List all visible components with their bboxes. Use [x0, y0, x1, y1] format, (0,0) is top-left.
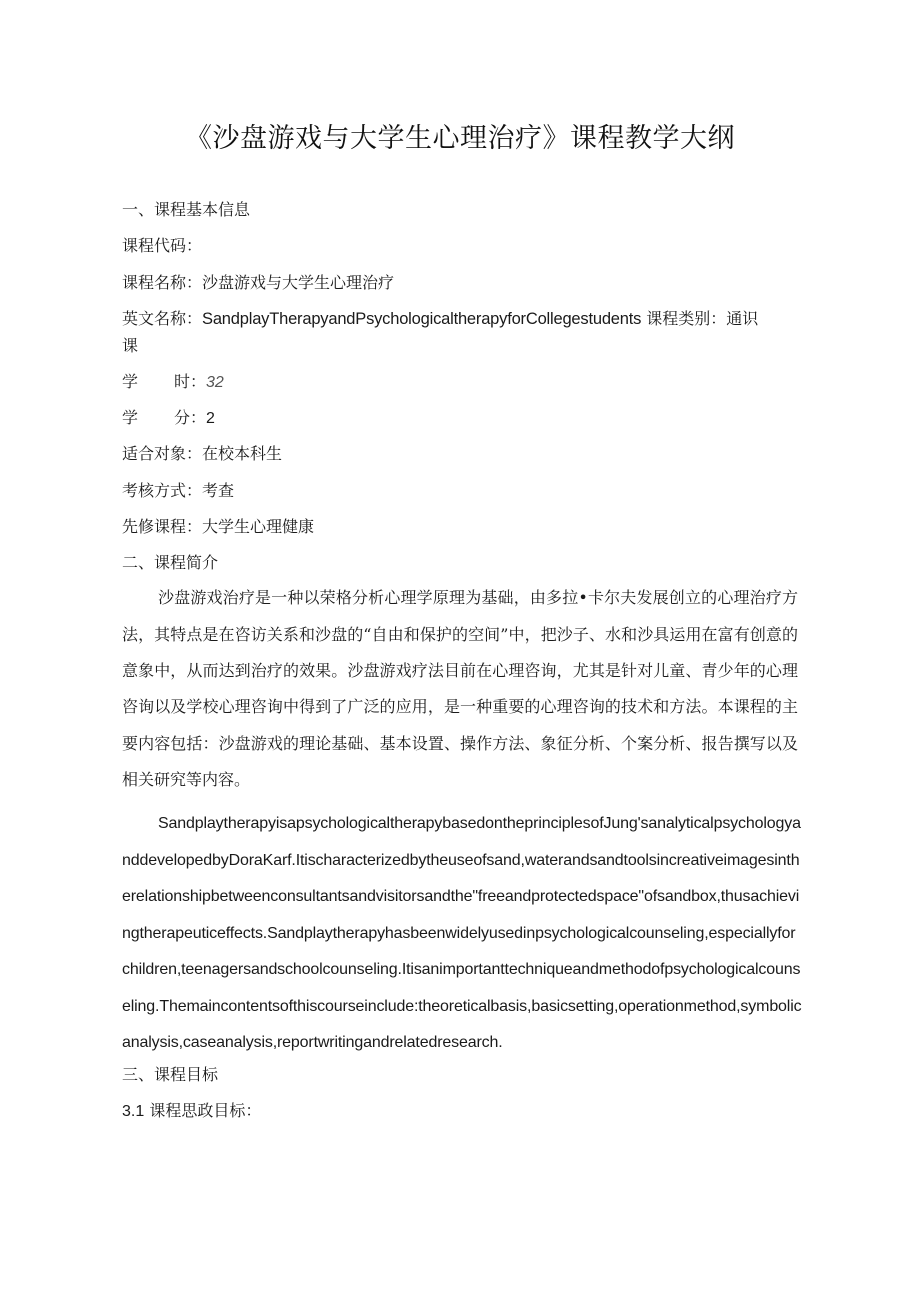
course-category-value: 通识 — [726, 308, 759, 328]
english-name-value: SandplayTherapyandPsychologicaltherapyforCollegestudents — [202, 309, 642, 328]
document-body — [122, 197, 802, 1134]
course-name-row — [122, 270, 802, 306]
course-name-label: 课程名称： — [122, 272, 203, 292]
course-name-value: 沙盘游戏与大学生心理治疗 — [202, 272, 395, 292]
prerequisite-value: 大学生心理健康 — [202, 517, 315, 537]
section-heading-basic-info: 一、课程基本信息 — [122, 200, 251, 219]
course-category-label: 课程类别： — [646, 308, 727, 328]
course-credit-label-b: 分： — [174, 408, 207, 428]
assessment-row — [122, 478, 802, 514]
intro-paragraph-cn: 沙盘游戏治疗是一种以荣格分析心理学原理为基础，由多拉•卡尔夫发展创立的心理治疗方法，其特点是在咨访关系和沙盘的“自由和保护的空间”中，把沙子、水和沙具运用在富有创意的意象中，从而达到治疗的效果。沙盘游戏疗法目前在心理咨询，尤其是针对儿童、青少年的心理咨询以及学校心理咨询中得到了广泛的应用，是一种重要的心理咨询的技术和方法。本课程的主要内容包括：沙盘游戏的理论基础、基本设置、操作方法、象征分析、个案分析、报告撰写以及相关研究等内容。 — [122, 588, 798, 789]
subsection-3-1-number: 3.1 — [122, 1102, 145, 1120]
assessment-value: 考查 — [202, 480, 235, 500]
course-hours-row — [122, 369, 802, 405]
english-name-label: 英文名称： — [122, 308, 203, 328]
prerequisite-label: 先修课程： — [122, 517, 203, 537]
course-credit-value: 2 — [206, 410, 215, 428]
course-hours-label-b: 时： — [174, 371, 207, 391]
intro-paragraph-en: SandplaytherapyisapsychologicaltherapybasedontheprinciplesofJung'sanalyticalpsychologyanddevelopedbyDoraKarf.Itischaracterizedbytheuseofsand,waterandsandtoolsincreativeimagesintherelationshipbetweenconsultantsandvisitorsandthe"freeandprotectedspace"ofsandbox,thusachievingtherapeuticeffects.Sandplaytherapyhasbeenwidelyusedinpsychologicalcounseling,especiallyforchildren,teenagersandschoolcounseling.Itisanimportanttechniqueandmethodofpsychologicalcounseling.Themaincontentsofthiscourseinclude:theoreticalbasis,basicsetting,operationmethod,symbolicanalysis,caseanalysis,reportwritingandrelatedresearch. — [122, 815, 802, 1052]
course-category-value-wrap: 课 — [122, 335, 139, 355]
section-heading-intro: 二、课程简介 — [122, 553, 219, 573]
prerequisite-row — [122, 514, 802, 550]
target-audience-label: 适合对象： — [122, 444, 203, 464]
subsection-3-1-label: 课程思政目标： — [149, 1100, 262, 1120]
course-category-wrap-row — [122, 333, 802, 369]
course-hours-value: 32 — [206, 373, 224, 391]
target-audience-value: 在校本科生 — [202, 444, 283, 464]
subsection-3-1 — [122, 1098, 802, 1134]
course-code-row — [122, 233, 802, 269]
english-name-row — [122, 306, 802, 333]
course-code-label: 课程代码： — [122, 236, 203, 256]
course-hours-label-a: 学 — [122, 371, 139, 391]
course-credit-row — [122, 405, 802, 441]
section-heading-objectives: 三、课程目标 — [122, 1064, 219, 1084]
course-credit-label-a: 学 — [122, 408, 139, 428]
assessment-label: 考核方式： — [122, 480, 203, 500]
target-audience-row — [122, 441, 802, 477]
page-title: 《沙盘游戏与大学生心理治疗》课程教学大纲 — [185, 123, 735, 154]
